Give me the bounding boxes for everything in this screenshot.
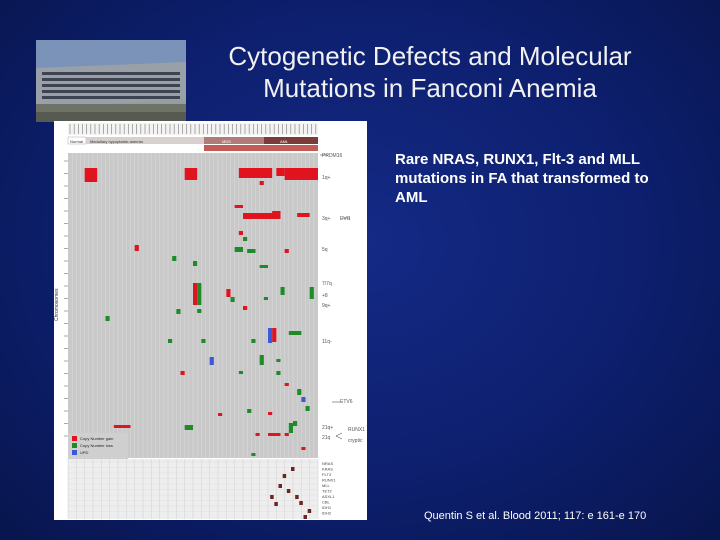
- cnv-block: [231, 297, 235, 302]
- cnv-block: [239, 371, 243, 374]
- cnv-block: [251, 453, 255, 456]
- label-evi1: EVI1: [340, 216, 351, 222]
- legend-upd: UPD: [80, 450, 89, 455]
- group-label-hypoplastic: Medullary hypoplastic anemia: [90, 139, 143, 144]
- cnv-block: [289, 423, 293, 433]
- label-prdm16: PRDM16: [322, 153, 343, 159]
- mutation-cell: [287, 489, 291, 493]
- slide-title: [190, 40, 670, 104]
- cnv-block: [289, 331, 302, 335]
- group-aml: [264, 137, 318, 144]
- cnv-block: [197, 283, 201, 305]
- cnv-block: [193, 283, 197, 305]
- group-label-mds: MDS: [222, 139, 231, 144]
- mutation-cell: [279, 484, 283, 488]
- cnv-block: [185, 168, 198, 180]
- cnv-block: [106, 316, 110, 321]
- cnv-block: [239, 168, 272, 178]
- cnv-block: [301, 397, 305, 402]
- mutation-label: TET2: [322, 488, 332, 494]
- label-cryptic: cryptic: [348, 438, 363, 444]
- citation: Quentin S et al. Blood 2011; 117: e 161-e 170: [424, 510, 647, 522]
- title-line-2: Mutations in Fanconi Anemia: [263, 73, 597, 103]
- cnv-block: [285, 168, 318, 180]
- cnv-block: [251, 339, 255, 343]
- label-7q: 7/7q: [322, 281, 332, 287]
- mutation-cell: [295, 495, 299, 499]
- mutation-cell: [291, 467, 295, 471]
- label-5q: 5q: [322, 247, 328, 253]
- cnv-block: [268, 433, 281, 436]
- mutation-cell: [304, 515, 308, 519]
- mutation-label: FLT3: [322, 472, 332, 477]
- group-mds: [204, 137, 264, 144]
- legend-gain: Copy Number gain: [80, 436, 114, 441]
- group-label-aml: AML: [280, 139, 289, 144]
- cnv-block: [243, 213, 276, 219]
- cnv-block: [181, 371, 185, 375]
- mutation-label: ASXL1: [322, 494, 335, 499]
- legend-loss: Copy Number loss: [80, 443, 113, 448]
- cnv-block: [272, 328, 276, 342]
- cnv-block: [285, 249, 289, 253]
- cnv-block: [235, 247, 243, 252]
- cnv-block: [276, 359, 280, 362]
- cnv-block: [268, 328, 272, 343]
- mutation-label: CBL: [322, 499, 330, 505]
- cnv-block: [306, 406, 310, 411]
- cytogenetic-heatmap-figure: [54, 121, 367, 520]
- status-band: [204, 145, 318, 151]
- cnv-block: [239, 231, 243, 235]
- cnv-block: [272, 211, 280, 219]
- cnv-block: [201, 339, 205, 343]
- cnv-block: [193, 261, 197, 266]
- cnv-block: [210, 357, 214, 365]
- mutation-label: IDH2: [322, 510, 332, 516]
- mutation-label: NRAS: [322, 461, 334, 466]
- cnv-block: [301, 447, 305, 450]
- cnv-block: [297, 389, 301, 395]
- side-caption: Rare NRAS, RUNX1, Flt-3 and MLL mutations in FA that transformed to AML: [395, 151, 649, 206]
- mutation-cell: [308, 509, 312, 513]
- heatmap-svg: [54, 121, 367, 520]
- mutation-label: MLL: [322, 483, 330, 488]
- legend-upd-swatch: [72, 450, 77, 455]
- label-3q-gain: 3q+: [322, 216, 331, 222]
- cnv-block: [268, 412, 272, 415]
- cnv-block: [197, 309, 201, 313]
- mutation-cell: [274, 502, 278, 506]
- cnv-block: [281, 287, 285, 295]
- label-11q-loss: 11q-: [322, 339, 332, 345]
- label-21q: 21q: [322, 435, 331, 441]
- mutation-label: KRAS: [322, 466, 333, 472]
- label-1q-gain: 1q+: [322, 175, 331, 181]
- cnv-block: [235, 205, 243, 208]
- building-photo: [36, 40, 186, 122]
- cnv-block: [185, 425, 193, 430]
- cnv-block: [285, 433, 289, 436]
- cnv-block: [276, 371, 280, 375]
- cnv-block: [264, 297, 268, 300]
- mutation-label: IDH1: [322, 505, 332, 510]
- mutation-cell: [283, 474, 287, 478]
- cnv-block: [297, 213, 310, 217]
- cnv-block: [293, 421, 297, 426]
- mutation-label: RUNX1: [322, 477, 336, 483]
- cnv-block: [247, 409, 251, 413]
- legend-gain-swatch: [72, 436, 77, 441]
- label-runx1: RUNX1: [348, 427, 365, 433]
- cnv-block: [168, 339, 172, 343]
- cnv-block: [310, 287, 314, 299]
- cnv-block: [243, 306, 247, 310]
- cnv-block: [172, 256, 176, 261]
- cnv-block: [260, 181, 264, 185]
- cnv-block: [260, 265, 268, 268]
- cnv-block: [260, 355, 264, 365]
- cnv-block: [176, 309, 180, 314]
- cnv-block: [114, 425, 131, 428]
- cnv-block: [256, 433, 260, 436]
- title-line-1: Cytogenetic Defects and Molecular: [228, 41, 632, 71]
- cnv-block: [285, 383, 289, 386]
- cnv-block: [247, 249, 255, 253]
- cnv-block: [85, 168, 98, 182]
- label-plus8: +8: [322, 293, 328, 299]
- cnv-block: [276, 168, 284, 176]
- mutation-cell: [299, 501, 303, 505]
- cnv-block: [243, 237, 247, 241]
- cnv-block: [218, 413, 222, 416]
- mutation-cell: [270, 495, 274, 499]
- legend-loss-swatch: [72, 443, 77, 448]
- y-axis-label: Chromosomes: [54, 288, 60, 321]
- label-etv6: ETV6: [340, 399, 353, 405]
- group-label-normal: Normal: [70, 139, 83, 144]
- cnv-block: [226, 289, 230, 297]
- cnv-block: [135, 245, 139, 251]
- label-9q-gain: 9q+: [322, 303, 331, 309]
- label-21q-gain: 21q+: [322, 425, 334, 431]
